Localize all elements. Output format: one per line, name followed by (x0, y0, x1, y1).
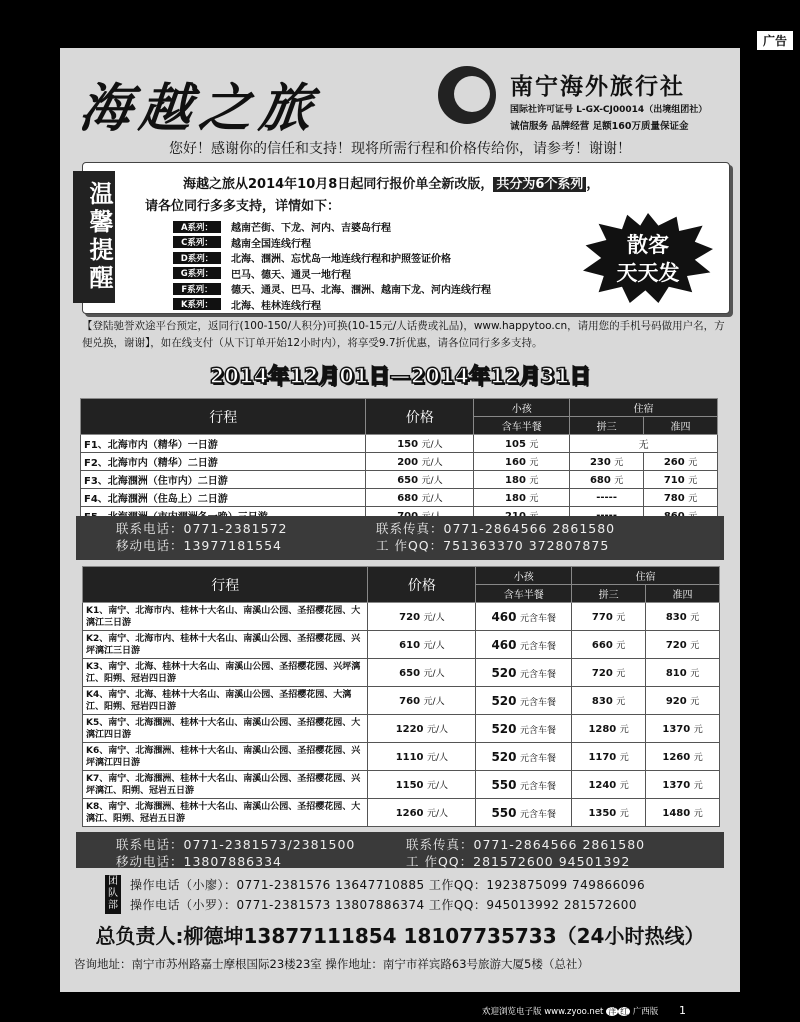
col-price: 价格 (368, 567, 476, 603)
greeting-text: 您好！感谢你的信任和支持！现将所需行程和价格传给你，请参考！谢谢！ (169, 141, 631, 157)
table-row: K4、南宁、北海、桂林十大名山、南溪山公园、圣招樱花园、大漓江、阳朔、冠岩四日游 760 元/人 520 元含车餐 830 元 920 元 (83, 687, 720, 715)
page-footer: 欢迎浏览电子版 www.zyoo.net 洋 红 广西版 1 (482, 1004, 686, 1017)
col-price: 价格 (366, 399, 474, 435)
col-triple: 准四 (646, 585, 720, 603)
badge-icon: 洋 (608, 1007, 617, 1016)
series-count-highlight: 共分为6个系列 (493, 177, 586, 192)
manager-hotline: 总负责人:柳德坤13877111854 18107735733（24小时热线） (95, 924, 705, 948)
list-item: F系列： 德天、通灵、巴马、北海、涠洲、越南下龙、河内连线行程 (173, 281, 491, 297)
table-row: K8、南宁、北海涠洲、桂林十大名山、南溪山公园、圣招樱花园、大漓江、阳朔、冠岩五日游 1260 元/人 550 元含车餐 1350 元 1480 元 (83, 799, 720, 827)
date-range: 2014年12月01日—2014年12月31日 (209, 364, 591, 388)
address-line: 咨询地址：南宁市苏州路嘉士摩根国际23楼23室 操作地址：南宁市祥宾路63号旅游大厦5楼（总社） (74, 957, 589, 971)
list-item: K系列： 北海、桂林连线行程 (173, 297, 491, 313)
table-row: K5、南宁、北海涠洲、桂林十大名山、南溪山公园、圣招樱花园、大漓江四日游 1220 元/人 520 元含车餐 1280 元 1370 元 (83, 715, 720, 743)
col-lodging: 住宿 (570, 399, 718, 417)
col-child: 小孩 (476, 567, 572, 585)
col-route: 行程 (81, 399, 366, 435)
list-item: G系列： 巴马、德天、通灵一地行程 (173, 266, 491, 282)
col-child-sub: 含车半餐 (474, 417, 570, 435)
promo-text: 【登陆驰誉欢途平台预定，返同行(100-150/人积分)可换(10-15元/人话费或礼品)，www.happytoo.cn，请用您的手机号码做用户名，方便兑换，谢谢】，如在线支付（从下订单开始12小时内），将享受9.7折优惠，请各位同行多多支持。 (82, 320, 725, 349)
col-child: 小孩 (474, 399, 570, 417)
table-row: F2、北海市内（精华）二日游 200 元/人 160 元 230 元 260 元 (81, 453, 718, 471)
table-row: F1、北海市内（精华）一日游 150 元/人 105 元 无 (81, 435, 718, 453)
page-number: 1 (679, 1004, 686, 1017)
list-item: A系列： 越南芒街、下龙、河内、吉婆岛行程 (173, 219, 491, 235)
starburst-text: 散客 天天发 (616, 233, 680, 285)
agency-slogan: 诚信服务 品牌经营 足额160万质量保证金 (510, 121, 689, 132)
table-row: K7、南宁、北海涠洲、桂林十大名山、南溪山公园、圣招樱花园、兴坪漓江、阳朔、冠岩五日游 1150 元/人 550 元含车餐 1240 元 1370 元 (83, 771, 720, 799)
col-double: 拼三 (570, 417, 644, 435)
col-lodging: 住宿 (572, 567, 720, 585)
k-series-table (82, 566, 720, 827)
list-item: D系列： 北海、涠洲、忘忧岛一地连线行程和护照签证价格 (173, 250, 491, 266)
notice-line2: 请各位同行多多支持，详情如下： (145, 199, 341, 214)
ad-tag: 广告 (756, 30, 794, 51)
table-row: K1、南宁、北海市内、桂林十大名山、南溪山公园、圣招樱花园、大漓江三日游 720 元/人 460 元含车餐 770 元 830 元 (83, 603, 720, 631)
brand-title: 海越之旅 (76, 78, 323, 139)
col-double: 拼三 (572, 585, 646, 603)
notice-label: 温馨提醒 (73, 171, 115, 303)
notice-box (82, 162, 730, 314)
col-triple: 准四 (644, 417, 718, 435)
f-series-table (80, 398, 718, 525)
flyer-sheet (60, 48, 740, 992)
ops-line-1: 操作电话（小廖）：0771-2381576 13647710885 工作QQ：1923875099 749866096 (130, 878, 646, 892)
contact-k: 联系电话：0771-2381573/2381500 联系传真：0771-2864566 2861580 移动电话：13807886334 工 作QQ：281572600 94501392 (76, 832, 724, 868)
table-row: K2、南宁、北海市内、桂林十大名山、南溪山公园、圣招樱花园、兴坪漓江三日游 610 元/人 460 元含车餐 660 元 720 元 (83, 631, 720, 659)
agency-logo-icon (438, 66, 496, 124)
table-row: K3、南宁、北海、桂林十大名山、南溪山公园、圣招樱花园、兴坪漓江、阳朔、冠岩四日游 650 元/人 520 元含车餐 720 元 810 元 (83, 659, 720, 687)
badge-icon: 红 (620, 1007, 629, 1016)
agency-name: 南宁海外旅行社 (510, 74, 685, 100)
notice-line1: 海越之旅从2014年10月8日起同行报价单全新改版， 共分为6个系列 ， (183, 177, 600, 192)
table-row: K6、南宁、北海涠洲、桂林十大名山、南溪山公园、圣招樱花园、兴坪漓江四日游 1110 元/人 520 元含车餐 1170 元 1260 元 (83, 743, 720, 771)
contact-f: 联系电话：0771-2381572 联系传真：0771-2864566 2861580 移动电话：13977181554 工 作QQ：751363370 372807875 (76, 516, 724, 560)
ops-line-2: 操作电话（小罗）：0771-2381573 13807886374 工作QQ：945013992 281572600 (130, 898, 638, 912)
col-route: 行程 (83, 567, 368, 603)
agency-license: 国际社许可证号 L-GX-CJ00014（出境组团社） (510, 105, 708, 115)
list-item: C系列： 越南全国连线行程 (173, 235, 491, 251)
series-list (173, 219, 491, 312)
team-label: 团队部 (105, 875, 121, 914)
col-child-sub: 含车半餐 (476, 585, 572, 603)
table-row: F4、北海涠洲（住岛上）二日游 680 元/人 180 元 ----- 780 元 (81, 489, 718, 507)
table-row: F3、北海涠洲（住市内）二日游 650 元/人 180 元 680 元 710 元 (81, 471, 718, 489)
